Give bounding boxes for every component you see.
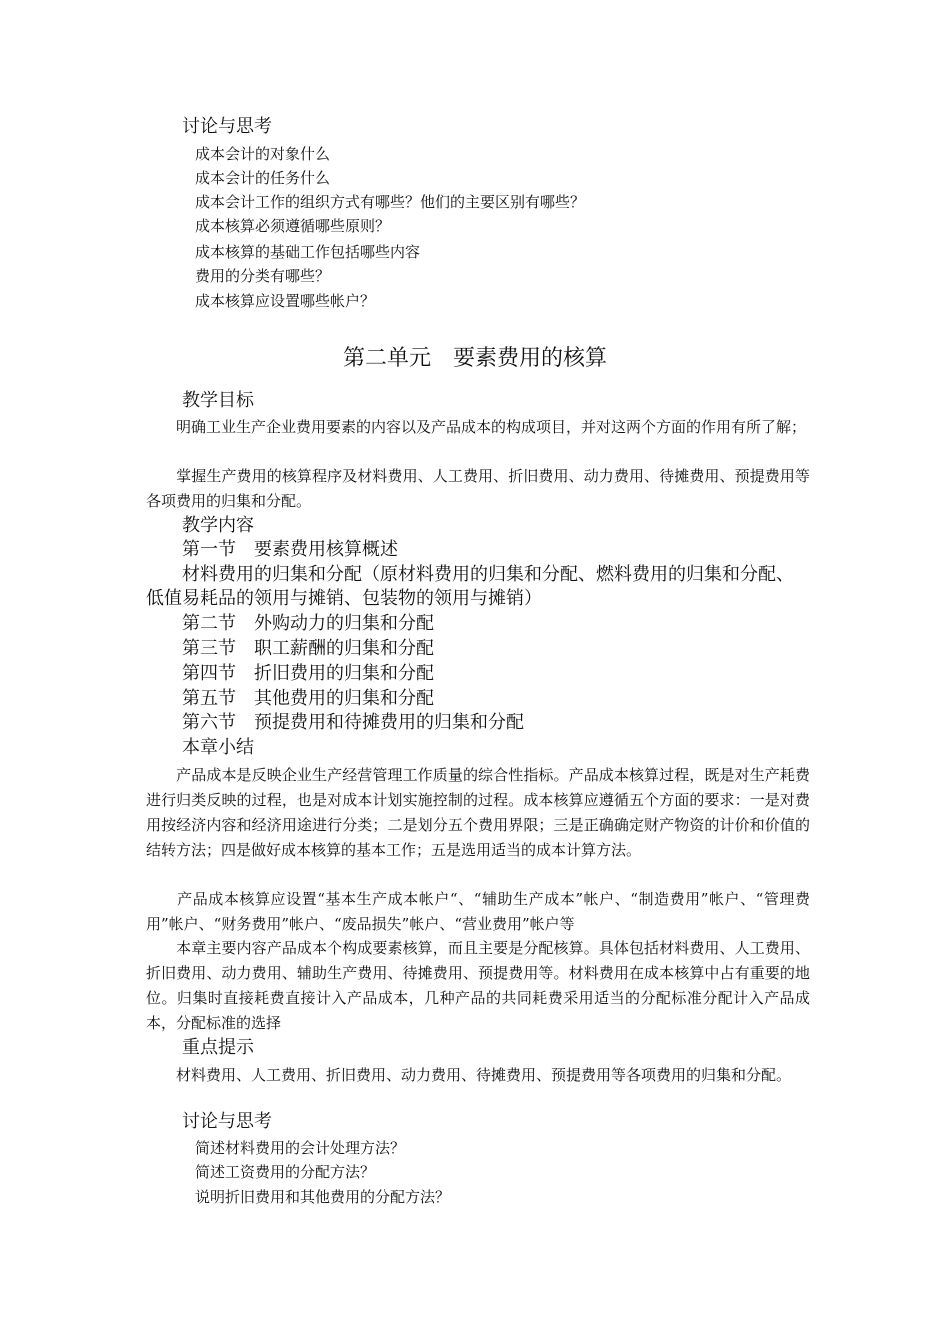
section-title: 第三节 职工薪酬的归集和分配: [182, 638, 434, 659]
summary-paragraph: 本章主要内容产品成本个构成要素核算，而且主要是分配核算。具体包括材料费用、人工费用、折旧费用、动力费用、辅助生产费用、待摊费用、预提费用等。材料费用在成本核算中占有重要的地位。归集时直接耗费直接计入产品成本，几种产品的共同耗费采用适当的分配标准分配计入产品成本，分配标准的选择: [146, 939, 810, 1032]
discussion-item: 成本会计的任务什么: [195, 169, 331, 187]
section-title: 第六节 预提费用和待摊费用的归集和分配: [182, 712, 524, 733]
discussion-item: 成本核算的基础工作包括哪些内容: [195, 243, 421, 261]
section-detail: 材料费用的归集和分配（原材料费用的归集和分配、燃料费用的归集和分配、低值易耗品的领用与摊销、包装物的领用与摊销）: [146, 564, 794, 609]
summary-paragraph: 产品成本是反映企业生产经营管理工作质量的综合性指标。产品成本核算过程，既是对生产耗费进行归类反映的过程，也是对成本计划实施控制的过程。成本核算应遵循五个方面的要求：一是对费用按经济内容和经济用途进行分类；二是划分五个费用界限；三是正确确定财产物资的计价和价值的结转方法；四是做好成本核算的基本工作；五是选用适当的成本计算方法。: [146, 766, 810, 859]
discussion-item: 说明折旧费用和其他费用的分配方法？: [195, 1188, 451, 1206]
summary-heading: 本章小结: [182, 737, 254, 758]
discussion-item: 简述工资费用的分配方法？: [195, 1163, 376, 1181]
discussion-item: 成本核算应设置哪些帐户？: [195, 292, 376, 310]
section-title: 第四节 折旧费用的归集和分配: [182, 663, 434, 684]
unit-title: 第二单元 要素费用的核算: [342, 346, 607, 371]
content-heading: 教学内容: [182, 515, 254, 536]
objectives-paragraph: 掌握生产费用的核算程序及材料费用、人工费用、折旧费用、动力费用、待摊费用、预提费用等各项费用的归集和分配。: [146, 467, 810, 510]
discussion-item: 成本核算必须遵循哪些原则？: [195, 217, 391, 235]
discussion-heading: 讨论与思考: [182, 116, 272, 137]
summary-paragraph: 产品成本核算应设置“基本生产成本帐户“、“辅助生产成本”帐户、“制造费用”帐户、“管理费用”帐户、“财务费用”帐户、“废品损失”帐户、“营业费用”帐户等: [146, 890, 810, 933]
section-title: 第五节 其他费用的归集和分配: [182, 688, 434, 709]
discussion-item: 费用的分类有哪些？: [195, 267, 331, 285]
keypoints-heading: 重点提示: [182, 1037, 254, 1058]
section-title: 第二节 外购动力的归集和分配: [182, 613, 434, 634]
discussion-heading: 讨论与思考: [182, 1111, 272, 1132]
discussion-item: 简述材料费用的会计处理方法？: [195, 1139, 406, 1157]
discussion-item: 成本会计工作的组织方式有哪些？他们的主要区别有哪些？: [195, 193, 586, 211]
keypoints-paragraph: 材料费用、人工费用、折旧费用、动力费用、待摊费用、预提费用等各项费用的归集和分配。: [146, 1066, 792, 1084]
objectives-heading: 教学目标: [182, 390, 254, 411]
discussion-item: 成本会计的对象什么: [195, 145, 331, 163]
objectives-paragraph: 明确工业生产企业费用要素的内容以及产品成本的构成项目，并对这两个方面的作用有所了解；: [146, 418, 807, 436]
section-title: 第一节 要素费用核算概述: [182, 539, 398, 560]
